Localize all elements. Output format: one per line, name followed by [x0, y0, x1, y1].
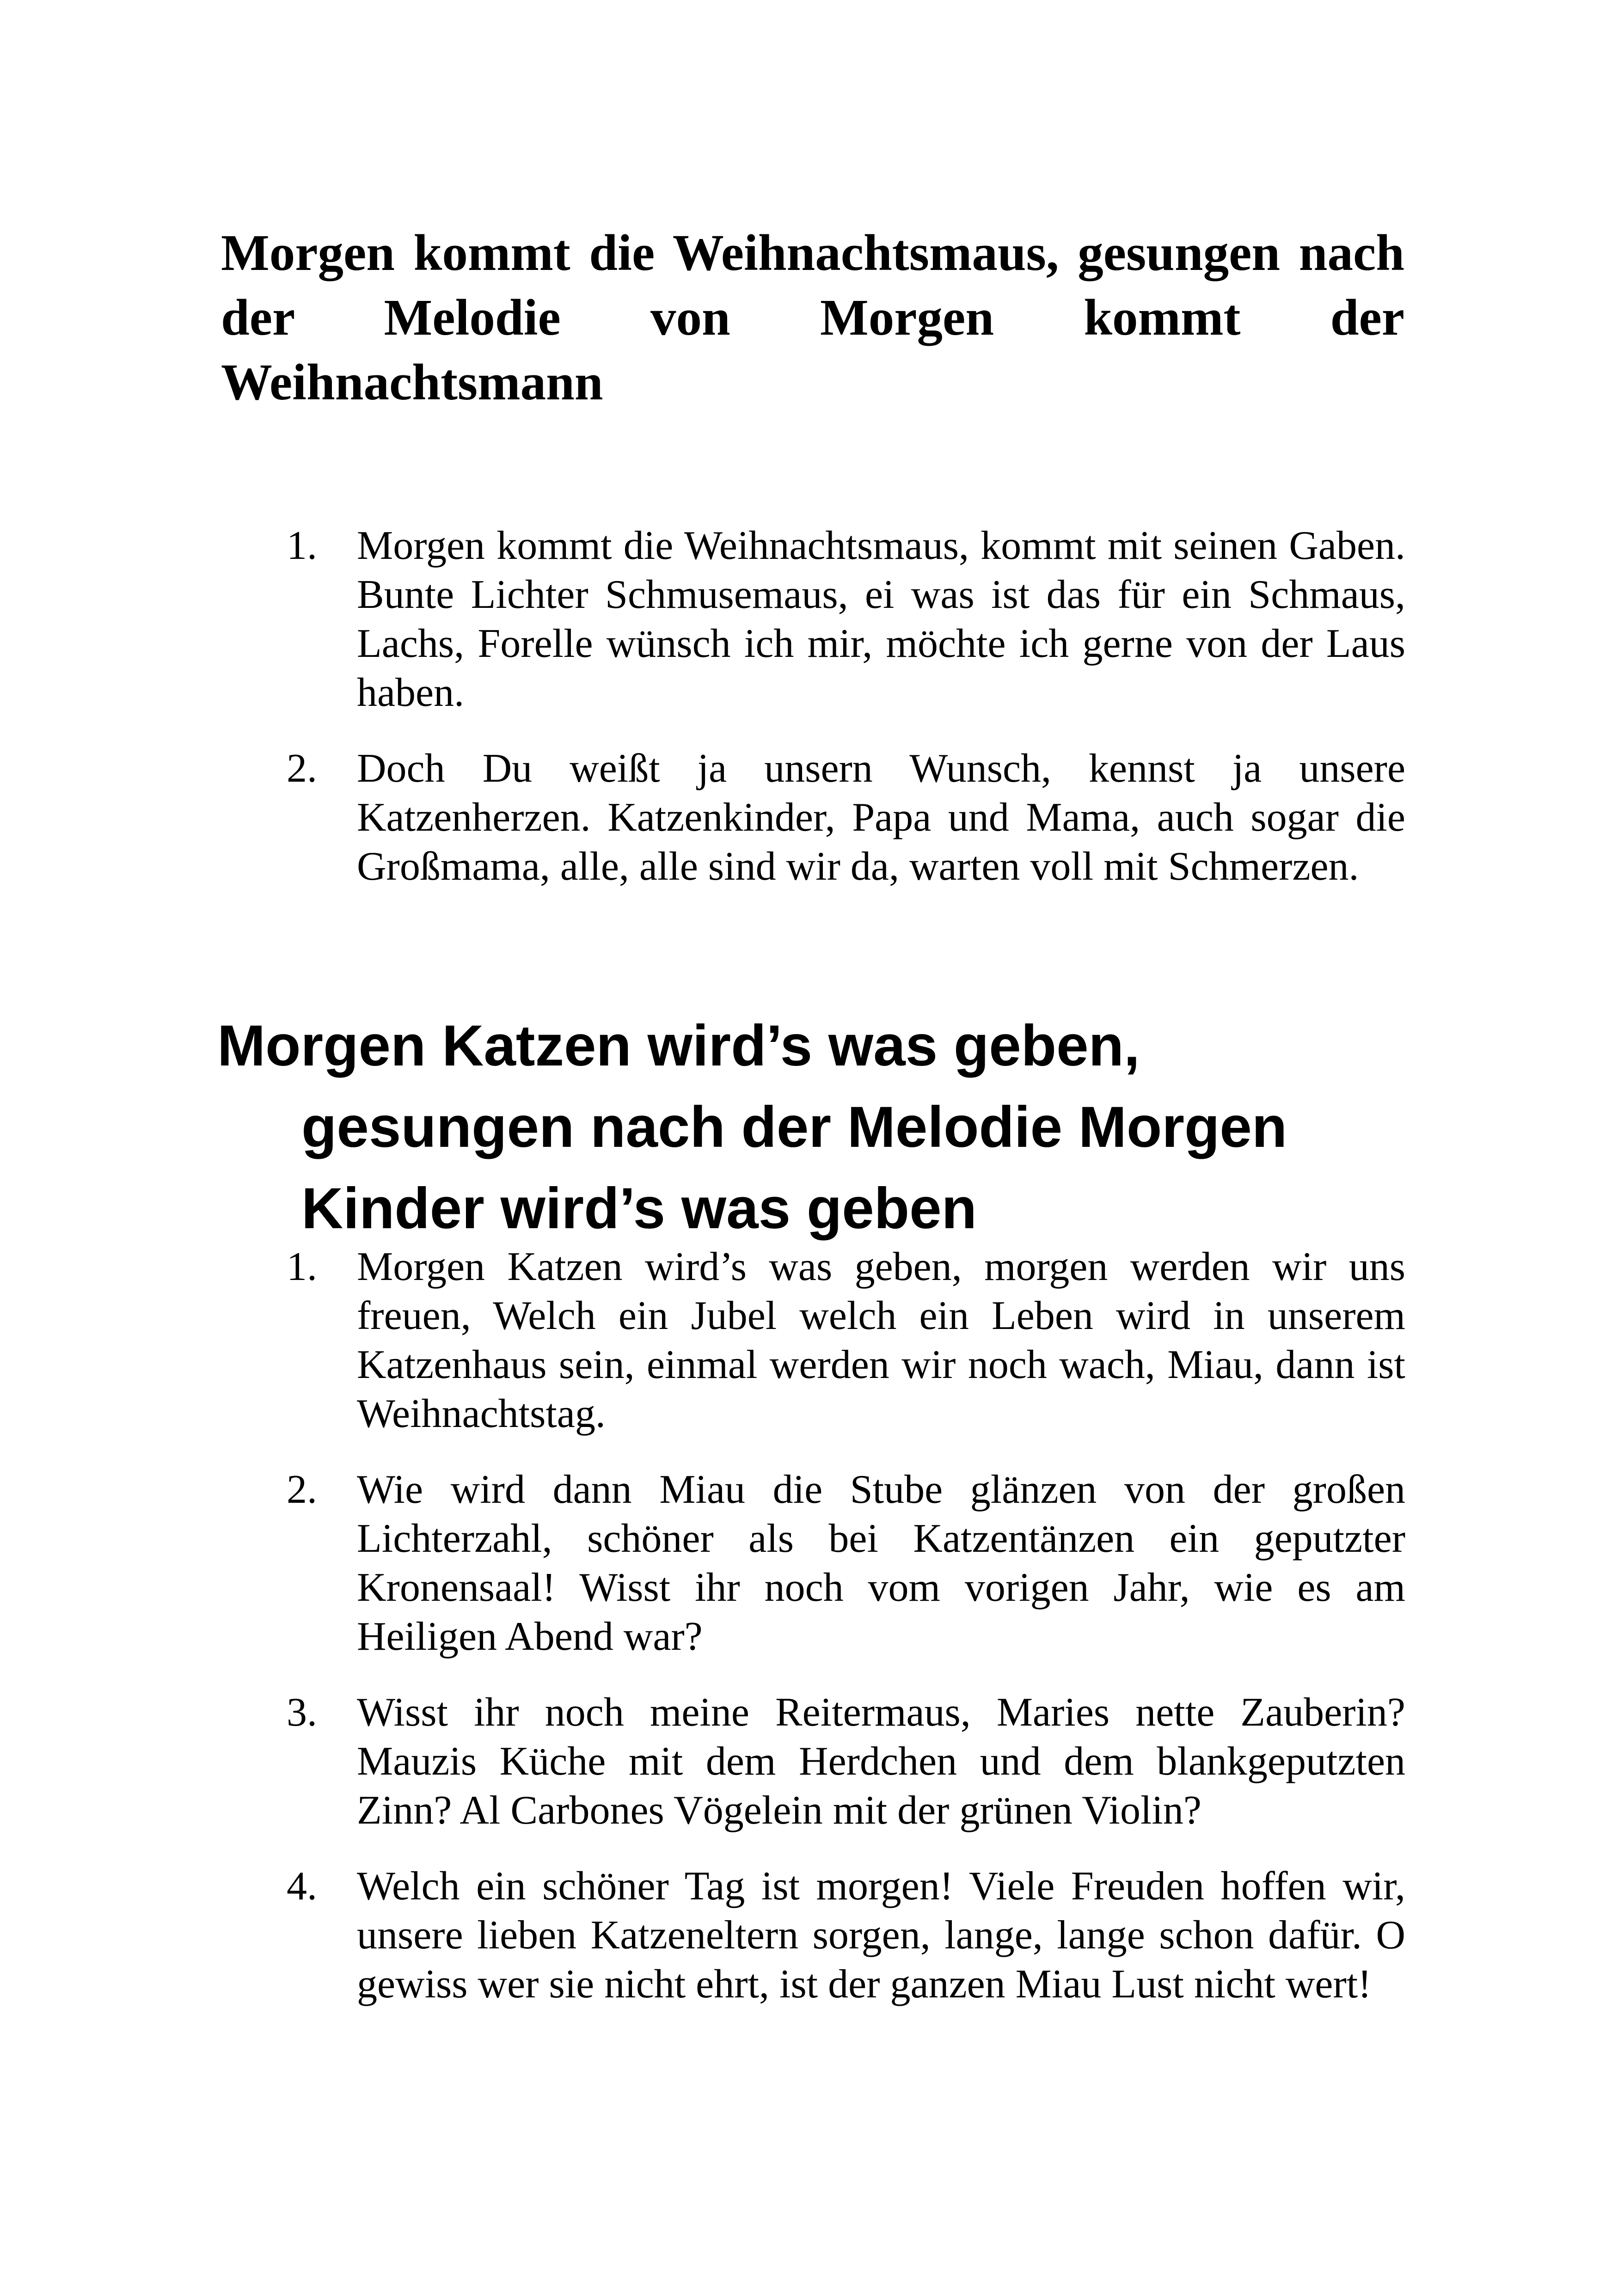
list-item [0, 1688, 1618, 1835]
song-title-weihnachtsmaus: Morgen kommt die Weihnachtsmaus, gesungen nach der Melodie von Morgen kommt der Weihnachtsmann [221, 225, 1404, 411]
verse-text: Morgen kommt die Weihnachtsmaus, kommt mit seinen Gaben. Bunte Lichter Schmusemaus, ei was ist das für ein Schmaus, Lachs, Forelle wünsch ich mir, möchte ich gerne von der Laus haben. [357, 523, 1405, 715]
list-item [0, 1243, 1618, 1439]
verse-list-weihnachtsmaus [0, 521, 1618, 918]
verse-number: 2. [287, 1467, 317, 1512]
verse-text: Doch Du weißt ja unsern Wunsch, kennst ja unsere Katzenherzen. Katzenkinder, Papa und Mama, auch sogar die Großmama, alle, alle sind wir da, warten voll mit Schmerzen. [357, 746, 1405, 889]
verse-text: Morgen Katzen wird’s was geben, morgen werden wir uns freuen, Welch ein Jubel welch ein Leben wird in unserem Katzenhaus sein, einmal werden wir noch wach, Miau, dann ist Weihnachtstag. [357, 1244, 1405, 1436]
verse-number: 3. [287, 1690, 317, 1735]
verse-text: Wie wird dann Miau die Stube glänzen von der großen Lichterzahl, schöner als bei Katzentänzen ein geputzter Kronensaal! Wisst ihr noch vom vorigen Jahr, wie es am Heiligen Abend war? [357, 1467, 1405, 1659]
list-item [0, 744, 1618, 891]
song-title-katzen: Morgen Katzen wird’s was geben, gesungen nach der Melodie Morgen Kinder wird’s was geben [217, 1014, 1287, 1241]
verse-list-katzen [0, 1243, 1618, 2036]
verse-number: 1. [287, 1244, 317, 1289]
verse-number: 2. [287, 746, 317, 791]
verse-number: 4. [287, 1864, 317, 1909]
list-item [0, 1465, 1618, 1661]
verse-text: Welch ein schöner Tag ist morgen! Viele Freuden hoffen wir, unsere lieben Katzeneltern sorgen, lange, lange schon dafür. O gewiss wer sie nicht ehrt, ist der ganzen Miau Lust nicht wert! [357, 1864, 1405, 2007]
verse-text: Wisst ihr noch meine Reitermaus, Maries nette Zauberin? Mauzis Küche mit dem Herdchen und dem blankgeputzten Zinn? Al Carbones Vögelein mit der grünen Violin? [357, 1690, 1405, 1833]
list-item [0, 1862, 1618, 2009]
verse-number: 1. [287, 523, 317, 568]
list-item [0, 521, 1618, 717]
